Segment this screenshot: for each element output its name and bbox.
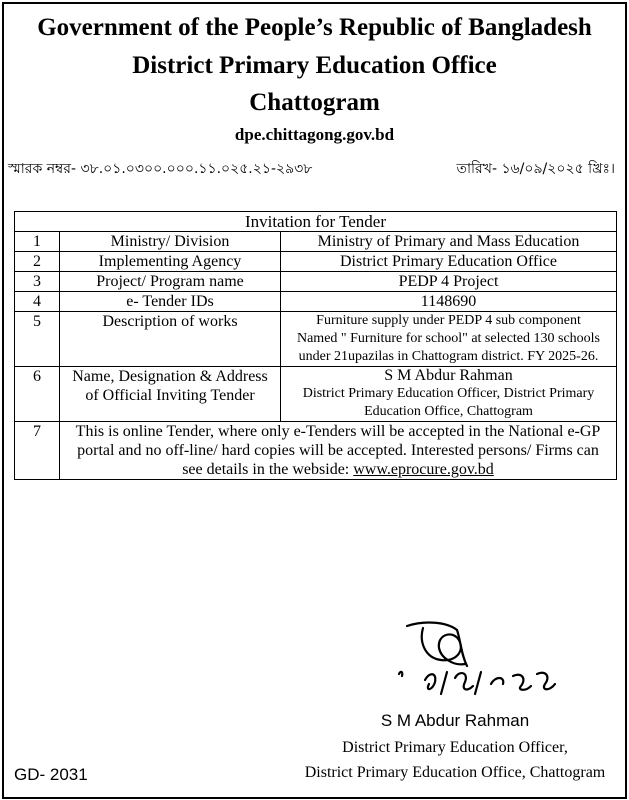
table-row [15,232,617,252]
notice-line [64,460,612,479]
memo-date: তারিখ- ১৬/০৯/২০২৫ খ্রিঃ। [456,161,615,177]
official-designation: District Primary Education Officer, District Primary [302,386,595,401]
label-line: of Official Inviting Tender [85,387,255,404]
city-heading: Chattogram [249,89,380,116]
row-number: 1 [15,232,60,252]
row-label: Description of works [60,312,281,367]
row-value: Ministry of Primary and Mass Education [281,232,617,252]
row-number: 4 [15,292,60,312]
label-line: Name, Designation & Address [72,368,268,385]
government-heading: Government of the People’s Republic of Bangladesh [37,14,592,41]
official-name: S M Abdur Rahman [384,367,513,384]
description-line: Furniture supply under PEDP 4 sub component [316,313,581,328]
tender-table [14,211,617,480]
row-label: Implementing Agency [60,252,281,272]
row-label: Ministry/ Division [60,232,281,252]
description-line: under 21upazilas in Chattogram district. FY 2025-26. [298,349,599,364]
notice-line: This is online Tender, where only e-Tenders will be accepted in the National e-GP [75,423,601,440]
office-heading: District Primary Education Office [132,52,497,79]
table-row [15,367,617,422]
signatory-designation: District Primary Education Officer, [342,739,568,756]
row-value [281,312,617,367]
official-address: Education Office, Chattogram [364,404,533,419]
memo-number: স্মারক নম্বর- ৩৮.০১.০৩০০.০০০.১১.০২৫.২১-২৯৩৮ [8,161,313,177]
row-number: 6 [15,367,60,422]
eprocure-link[interactable]: www.eprocure.gov.bd [353,461,494,478]
row-number: 5 [15,312,60,367]
notice-prefix: see details in the webside: [182,461,354,478]
table-row [15,272,617,292]
website-heading: dpe.chittagong.gov.bd [234,125,395,144]
table-row [15,252,617,272]
row-label [60,367,281,422]
row-value: District Primary Education Office [281,252,617,272]
row-number: 7 [15,422,60,480]
row-label: Project/ Program name [60,272,281,292]
signatory-name: S M Abdur Rahman [380,711,530,730]
signature-image [395,612,595,707]
row-value [281,367,617,422]
notice-text [60,422,617,480]
row-number: 2 [15,252,60,272]
signatory-office: District Primary Education Office, Chattogram [304,764,606,781]
row-value: 1148690 [281,292,617,312]
row-label: e- Tender IDs [60,292,281,312]
description-line: Named " Furniture for school" at selected 130 schools [296,331,601,346]
table-row [15,312,617,367]
gd-number: GD- 2031 [14,765,88,784]
row-number: 3 [15,272,60,292]
table-title: Invitation for Tender [15,212,617,232]
table-row [15,422,617,480]
table-row [15,292,617,312]
notice-line: portal and no off-line/ hard copies will be accepted. Interested persons/ Firms can [77,442,599,459]
row-value: PEDP 4 Project [281,272,617,292]
table-title-row [15,212,617,232]
